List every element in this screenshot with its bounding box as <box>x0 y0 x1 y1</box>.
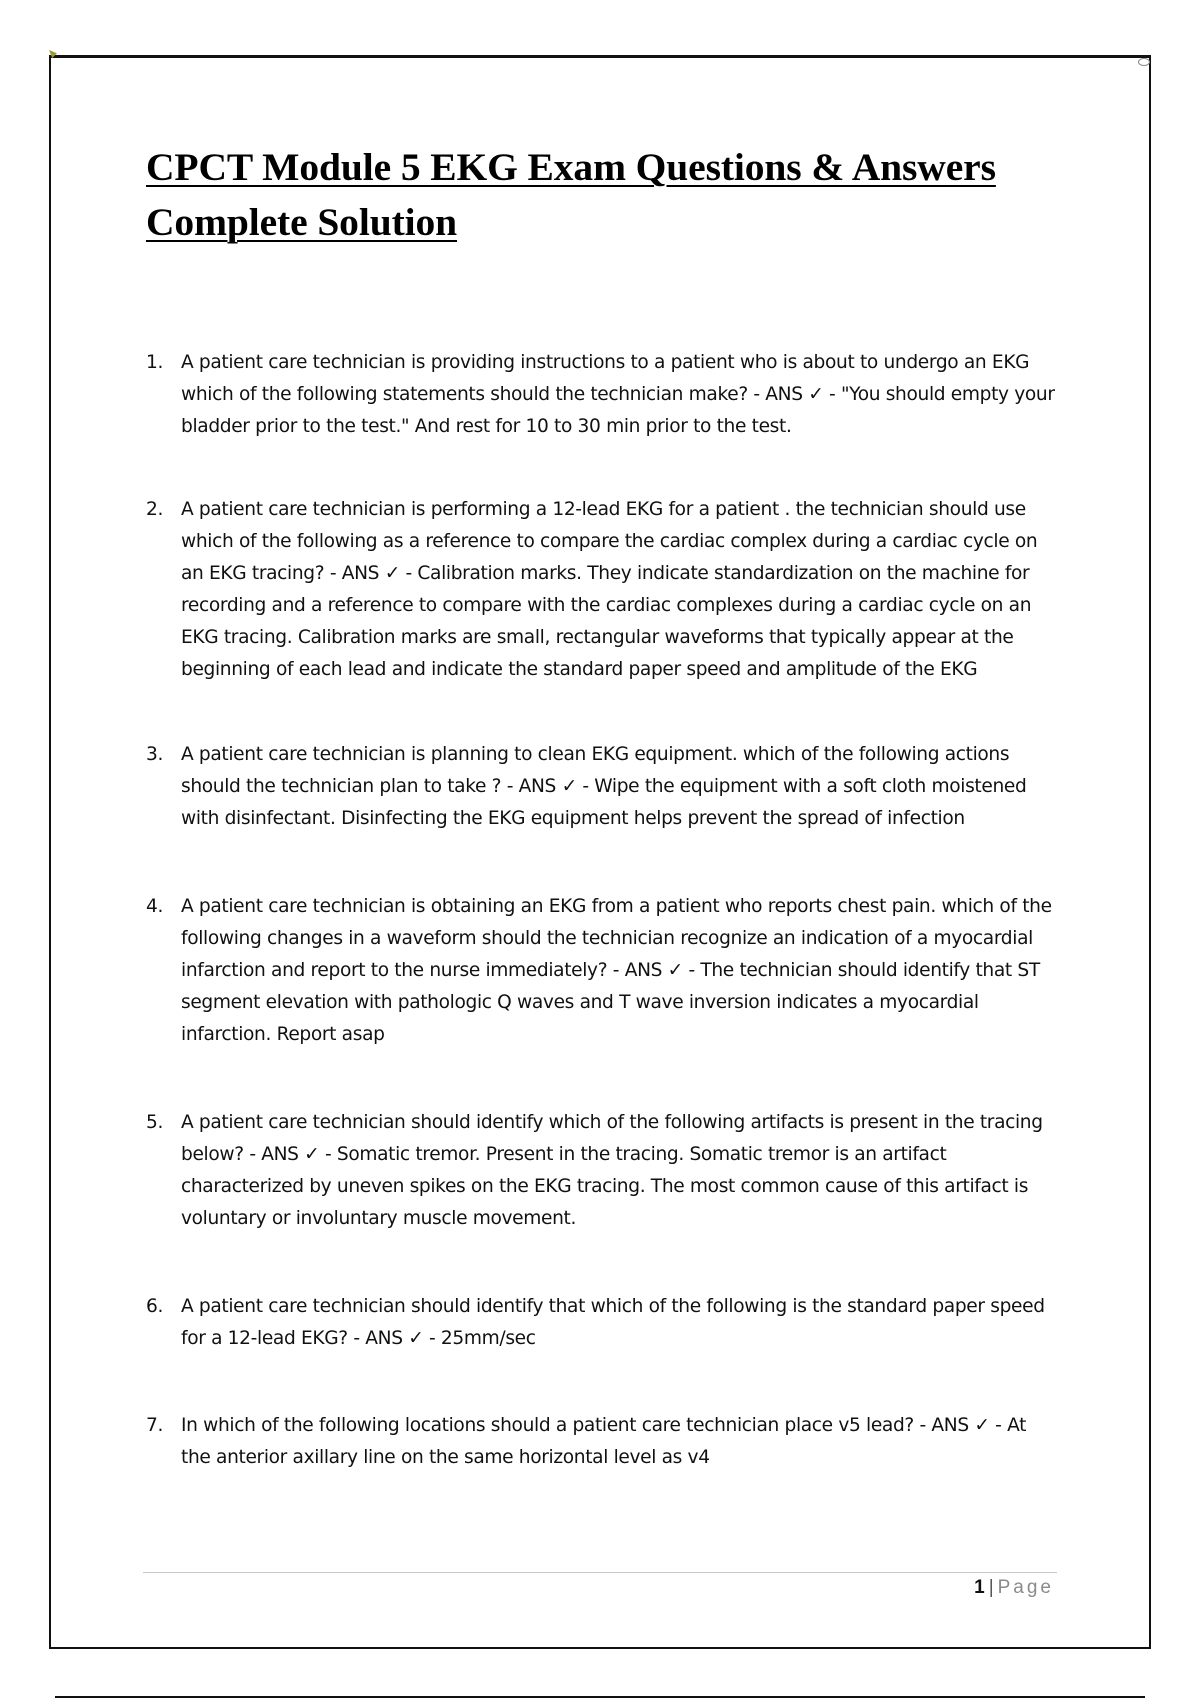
top-right-handle <box>1138 58 1150 66</box>
question-number: 2. <box>146 499 164 520</box>
next-page-edge <box>55 1696 1145 1698</box>
footer-separator: | <box>988 1577 994 1598</box>
question-text: A patient care technician is obtaining an EKG from a patient who reports chest pain. which of the following changes in a waveform should the technician recognize an indication of a myocardial infarction and report to the nurse immediately? - ANS ✓ - The technician should identify that ST segment elevation with pathologic Q waves and T wave inversion indicates a myocardial infarction. Report asap <box>181 896 1052 1045</box>
question-number: 7. <box>146 1415 164 1436</box>
footer-divider <box>143 1572 1057 1573</box>
document-title: CPCT Module 5 EKG Exam Questions & Answers Complete Solution <box>146 145 996 244</box>
question-item <box>146 347 1058 443</box>
question-item <box>146 739 1058 835</box>
question-item <box>146 891 1058 1051</box>
question-text: In which of the following locations should a patient care technician place v5 lead? - ANS ✓ - At the anterior axillary line on the same horizontal level as v4 <box>181 1415 1027 1468</box>
question-number: 3. <box>146 744 164 765</box>
question-number: 5. <box>146 1112 164 1133</box>
question-number: 4. <box>146 896 164 917</box>
page-number: 1 <box>974 1577 985 1598</box>
question-text: A patient care technician is planning to clean EKG equipment. which of the following actions should the technician plan to take ? - ANS ✓ - Wipe the equipment with a soft cloth moistened with disinfectant. Disinfecting the EKG equipment helps prevent the spread of infection <box>181 744 1027 829</box>
question-number: 6. <box>146 1296 164 1317</box>
question-text: A patient care technician is providing instructions to a patient who is about to undergo an EKG which of the following statements should the technician make? - ANS ✓ - "You should empty your bladder prior to the test." And rest for 10 to 30 min prior to the test. <box>181 352 1055 437</box>
question-list <box>146 347 1058 1474</box>
question-number: 1. <box>146 352 164 373</box>
page-footer <box>974 1574 1054 1602</box>
document-body <box>146 140 1058 1468</box>
question-item <box>146 494 1058 686</box>
question-item <box>146 1291 1058 1355</box>
page-label: Page <box>997 1577 1054 1598</box>
question-text: A patient care technician should identify that which of the following is the standard paper speed for a 12-lead EKG? - ANS ✓ - 25mm/sec <box>181 1296 1045 1349</box>
question-item <box>146 1410 1058 1474</box>
question-text: A patient care technician is performing a 12-lead EKG for a patient . the technician should use which of the following as a reference to compare the cardiac complex during a cardiac cycle on an EKG tracing? - ANS ✓ - Calibration marks. They indicate standardization on the machine for recording and a reference to compare with the cardiac complexes during a cardiac cycle on an EKG tracing. Calibration marks are small, rectangular waveforms that typically appear at the beginning of each lead and indicate the standard paper speed and amplitude of the EKG <box>181 499 1038 680</box>
question-text: A patient care technician should identify which of the following artifacts is present in the tracing below? - ANS ✓ - Somatic tremor. Present in the tracing. Somatic tremor is an artifact characterized by uneven spikes on the EKG tracing. The most common cause of this artifact is voluntary or involuntary muscle movement. <box>181 1112 1043 1229</box>
question-item <box>146 1107 1058 1235</box>
